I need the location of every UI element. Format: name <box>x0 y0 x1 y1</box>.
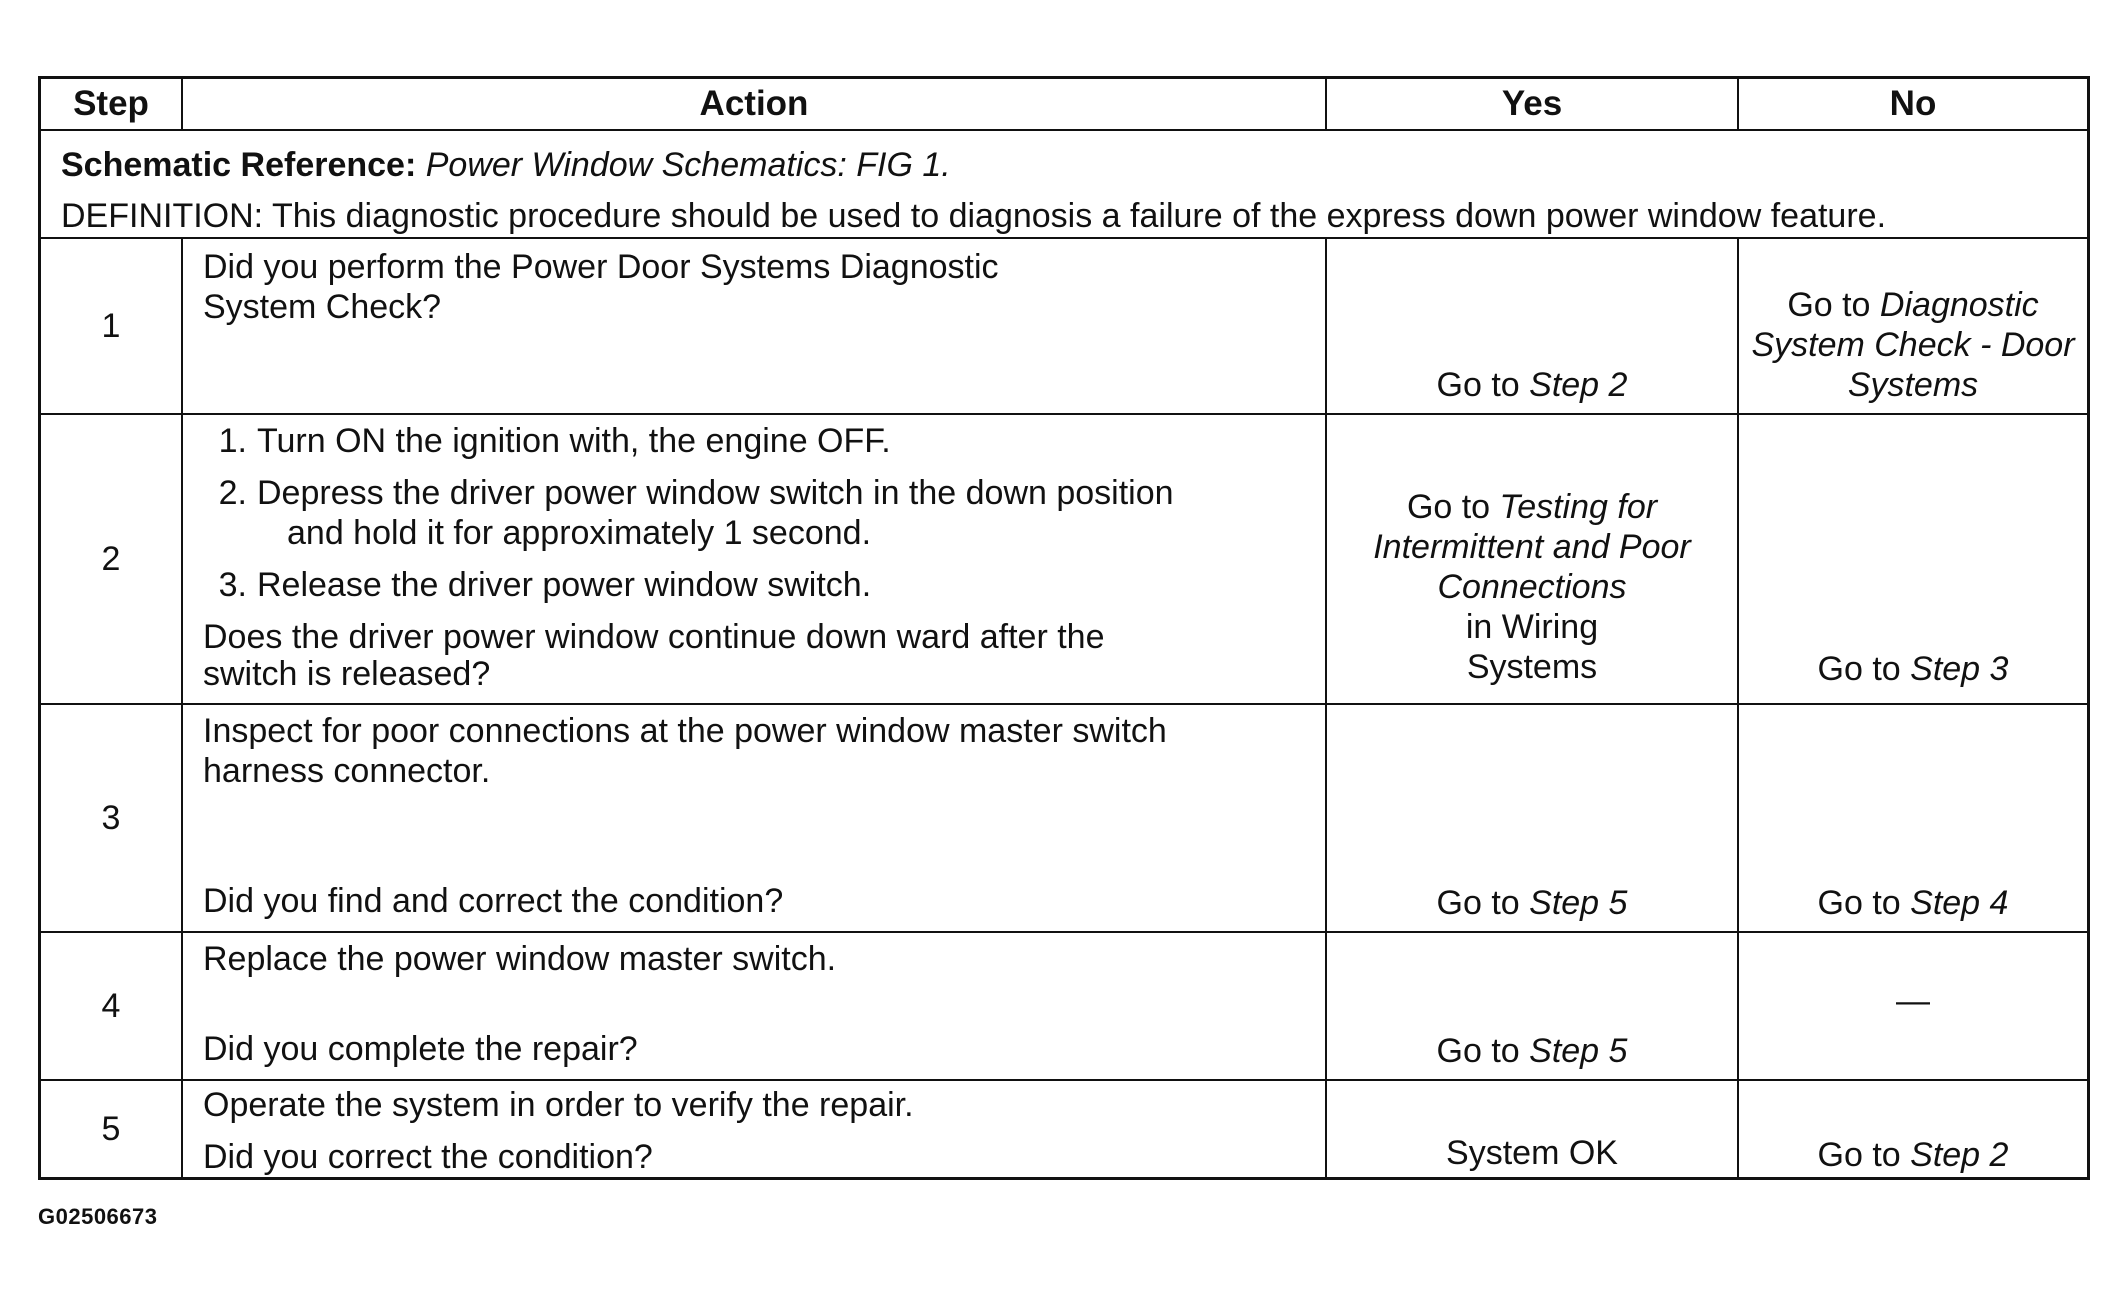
schematic-reference-value: Power Window Schematics: FIG 1. <box>425 146 951 184</box>
step-question: Did you complete the repair? <box>203 1030 638 1068</box>
diagnostic-table <box>38 76 2090 1180</box>
table-row <box>41 705 2087 933</box>
yes-link: Go to Testing for Intermittent and Poor Connections in Wiring Systems <box>1373 488 1691 686</box>
step-number: 1 <box>41 239 183 413</box>
step-link: Step 3 <box>1910 650 2009 688</box>
action-line: System Check? <box>203 288 442 326</box>
yes-text: System OK <box>1446 1134 1618 1172</box>
step-action <box>183 1081 1327 1177</box>
step-number: 3 <box>41 705 183 931</box>
yes-link: Go to Step 5 <box>1436 884 1628 922</box>
table-row <box>41 239 2087 415</box>
substep-item: 1. Turn ON the ignition with, the engine OFF. <box>218 422 891 460</box>
step-question: Did you find and correct the condition? <box>203 882 784 920</box>
substep-item: 3. Release the driver power window switch. <box>218 566 872 604</box>
step-no <box>1739 933 2087 1079</box>
table-row <box>41 933 2087 1081</box>
definition-text: DEFINITION: This diagnostic procedure should be used to diagnosis a failure of the express down power window feature. <box>61 197 1887 235</box>
action-line: harness connector. <box>203 752 491 790</box>
no-link: Go to Diagnostic System Check - Door Systems <box>1751 286 2075 404</box>
step-link: Step 2 <box>1529 366 1628 404</box>
no-link: Go to Step 3 <box>1817 650 2009 688</box>
step-link: Step 2 <box>1910 1136 2009 1174</box>
step-question: Does the driver power window continue down ward after the switch is released? <box>203 618 1105 693</box>
yes-link: Go to Step 2 <box>1436 366 1628 404</box>
table-row <box>41 415 2087 705</box>
step-yes <box>1327 239 1739 413</box>
step-action <box>183 933 1327 1079</box>
step-yes <box>1327 1081 1739 1177</box>
step-link: Step 5 <box>1529 1032 1628 1070</box>
step-no <box>1739 1081 2087 1177</box>
step-number: 5 <box>41 1081 183 1177</box>
header-step: Step <box>41 79 183 129</box>
table-row <box>41 1081 2087 1177</box>
step-action <box>183 705 1327 931</box>
step-action <box>183 415 1327 703</box>
schematic-reference <box>61 145 951 185</box>
step-yes <box>1327 933 1739 1079</box>
action-line: Did you perform the Power Door Systems Diagnostic <box>203 248 999 286</box>
no-link: Go to Step 4 <box>1817 884 2009 922</box>
schematic-reference-label: Schematic Reference: <box>61 146 417 184</box>
action-line: Replace the power window master switch. <box>203 940 837 978</box>
substep-item: 2. Depress the driver power window switch in the down position and hold it for approximately 1 second. <box>218 474 1174 552</box>
header-yes: Yes <box>1327 79 1739 129</box>
action-line: Operate the system in order to verify the repair. <box>203 1086 914 1124</box>
step-yes <box>1327 415 1739 703</box>
figure-id: G02506673 <box>38 1204 158 1229</box>
action-line: Inspect for poor connections at the power window master switch <box>203 712 1167 750</box>
step-question: Did you correct the condition? <box>203 1138 653 1176</box>
step-number: 4 <box>41 933 183 1079</box>
schematic-reference-row <box>41 131 2087 239</box>
no-link: Go to Step 2 <box>1817 1136 2009 1174</box>
step-no <box>1739 239 2087 413</box>
step-link: Step 4 <box>1910 884 2009 922</box>
step-number: 2 <box>41 415 183 703</box>
step-yes <box>1327 705 1739 931</box>
step-no <box>1739 415 2087 703</box>
yes-link: Go to Step 5 <box>1436 1032 1628 1070</box>
no-dash: — <box>1896 982 1930 1020</box>
step-action <box>183 239 1327 413</box>
table-header-row <box>41 79 2087 131</box>
header-no: No <box>1889 84 1937 123</box>
step-link: Step 5 <box>1529 884 1628 922</box>
header-action: Action <box>183 79 1327 129</box>
step-no <box>1739 705 2087 931</box>
